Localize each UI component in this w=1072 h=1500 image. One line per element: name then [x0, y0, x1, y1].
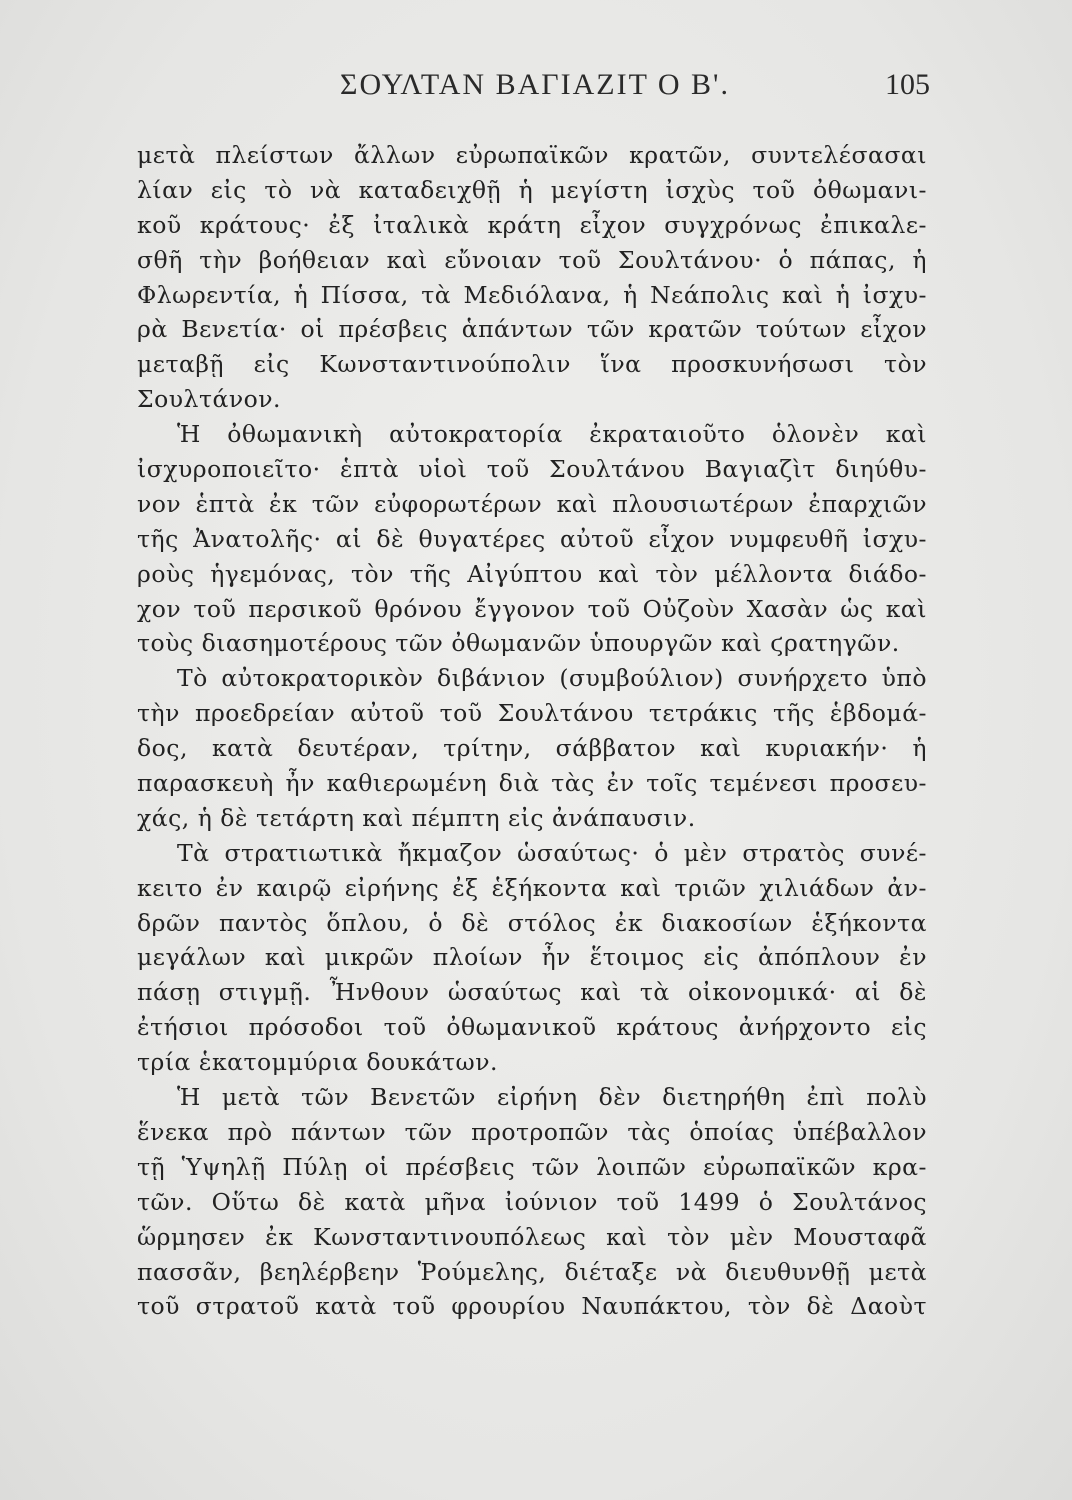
text-line: τῆς Ἀνατολῆς· αἱ δὲ θυγατέρες αὐτοῦ εἶχον νυμφευθῆ ἰσχυ- [137, 524, 927, 553]
text-line: ροὺς ἡγεμόνας, τὸν τῆς Αἰγύπτου καὶ τὸν μέλλοντα διάδο- [137, 559, 927, 588]
text-line: τοὺς διασημοτέρους τῶν ὀθωμανῶν ὑπουργῶν καὶ ϛρατηγῶν. [137, 629, 900, 658]
text-line: ἕνεκα πρὸ πάντων τῶν προτροπῶν τὰς ὁποίας ὑπέβαλλον [137, 1117, 927, 1146]
text-line: παρασκευὴ ἦν καθιερωμένη διὰ τὰς ἐν τοῖς τεμένεσι προσευ- [137, 769, 927, 798]
text-line: τῶν. Οὕτω δὲ κατὰ μῆνα ἰούνιον τοῦ 1499 ὁ Σουλτάνος [137, 1187, 927, 1216]
text-line: τοῦ στρατοῦ κατὰ τοῦ φρουρίου Ναυπάκτου, τὸν δὲ Δαοὺτ [137, 1292, 927, 1321]
text-line: χον τοῦ περσικοῦ θρόνου ἔγγονον τοῦ Οὐζοὺν Χασὰν ὡς καὶ [137, 594, 927, 623]
text-line: Φλωρεντία, ἡ Πίσσα, τὰ Μεδιόλανα, ἡ Νεάπολις καὶ ἡ ἰσχυ- [137, 280, 927, 309]
text-line: χάς, ἡ δὲ τετάρτη καὶ πέμπτη εἰς ἀνάπαυσιν. [137, 803, 696, 832]
text-line: πασσᾶν, βεηλέρβεην Ῥούμελης, διέταξε νὰ διευθυνθῇ μετὰ [137, 1257, 927, 1286]
text-line: νον ἑπτὰ ἐκ τῶν εὐφορωτέρων καὶ πλουσιωτέρων ἐπαρχιῶν [137, 489, 927, 518]
text-line: Τὰ στρατιωτικὰ ἤκμαζον ὡσαύτως· ὁ μὲν στρατὸς συνέ- [177, 838, 927, 867]
text-line: κοῦ κράτους· ἐξ ἰταλικὰ κράτη εἶχον συγχρόνως ἐπικαλε- [137, 210, 927, 239]
text-line: ὥρμησεν ἐκ Κωνσταντινουπόλεως καὶ τὸν μὲν Μουσταφᾶ [137, 1222, 927, 1251]
text-line: ρὰ Βενετία· οἱ πρέσβεις ἁπάντων τῶν κρατῶν τούτων εἶχον [137, 315, 927, 344]
text-line: δος, κατὰ δευτέραν, τρίτην, σάββατον καὶ κυριακήν· ἡ [137, 734, 927, 763]
text-line: μεγάλων καὶ μικρῶν πλοίων ἦν ἕτοιμος εἰς ἀπόπλουν ἐν [137, 943, 927, 972]
text-line: μετὰ πλείστων ἄλλων εὐρωπαϊκῶν κρατῶν, συντελέσασαι [137, 141, 927, 169]
running-title: ΣΟΥΛΤΑΝ ΒΑΓΙΑΖΙΤ Ο Β'. [340, 68, 730, 101]
text-line: λίαν εἰς τὸ νὰ καταδειχθῇ ἡ μεγίστη ἰσχὺς τοῦ ὀθωμανι- [137, 175, 927, 204]
text-line: πάσῃ στιγμῇ. Ἦνθουν ὡσαύτως καὶ τὰ οἰκονομικά· αἱ δὲ [137, 978, 927, 1007]
page-header [300, 58, 940, 114]
text-line: Τὸ αὐτοκρατορικὸν διβάνιον (συμβούλιον) συνήρχετο ὑπὸ [177, 664, 927, 693]
text-line: τὴν προεδρείαν αὐτοῦ τοῦ Σουλτάνου τετράκις τῆς ἑβδομά- [137, 699, 927, 728]
text-line: Σουλτάνον. [137, 385, 282, 414]
text-line: ἰσχυροποιεῖτο· ἑπτὰ υἱοὶ τοῦ Σουλτάνου Βαγιαζὶτ διηύθυ- [137, 455, 927, 484]
body-text [137, 138, 927, 1324]
text-line: τρία ἑκατομμύρια δουκάτων. [137, 1048, 498, 1077]
text-line: κειτο ἐν καιρῷ εἰρήνης ἐξ ἑξήκοντα καὶ τριῶν χιλιάδων ἀν- [137, 873, 927, 902]
text-line: Ἡ μετὰ τῶν Βενετῶν εἰρήνη δὲν διετηρήθη ἐπὶ πολὺ [177, 1083, 927, 1112]
page-number: 105 [885, 68, 930, 101]
text-line: τῇ Ὑψηλῇ Πύλῃ οἱ πρέσβεις τῶν λοιπῶν εὐρωπαϊκῶν κρα- [137, 1152, 927, 1181]
text-line: Ἡ ὀθωμανικὴ αὐτοκρατορία ἐκραταιοῦτο ὁλονὲν καὶ [177, 420, 927, 449]
text-line: σθῆ τὴν βοήθειαν καὶ εὔνοιαν τοῦ Σουλτάνου· ὁ πάπας, ἡ [137, 245, 927, 274]
text-line: δρῶν παντὸς ὅπλου, ὁ δὲ στόλος ἐκ διακοσίων ἑξήκοντα [137, 908, 927, 937]
text-line: ἐτήσιοι πρόσοδοι τοῦ ὀθωμανικοῦ κράτους ἀνήρχοντο εἰς [137, 1013, 927, 1042]
text-line: μεταβῇ εἰς Κωνσταντινούπολιν ἵνα προσκυνήσωσι τὸν [137, 350, 927, 379]
